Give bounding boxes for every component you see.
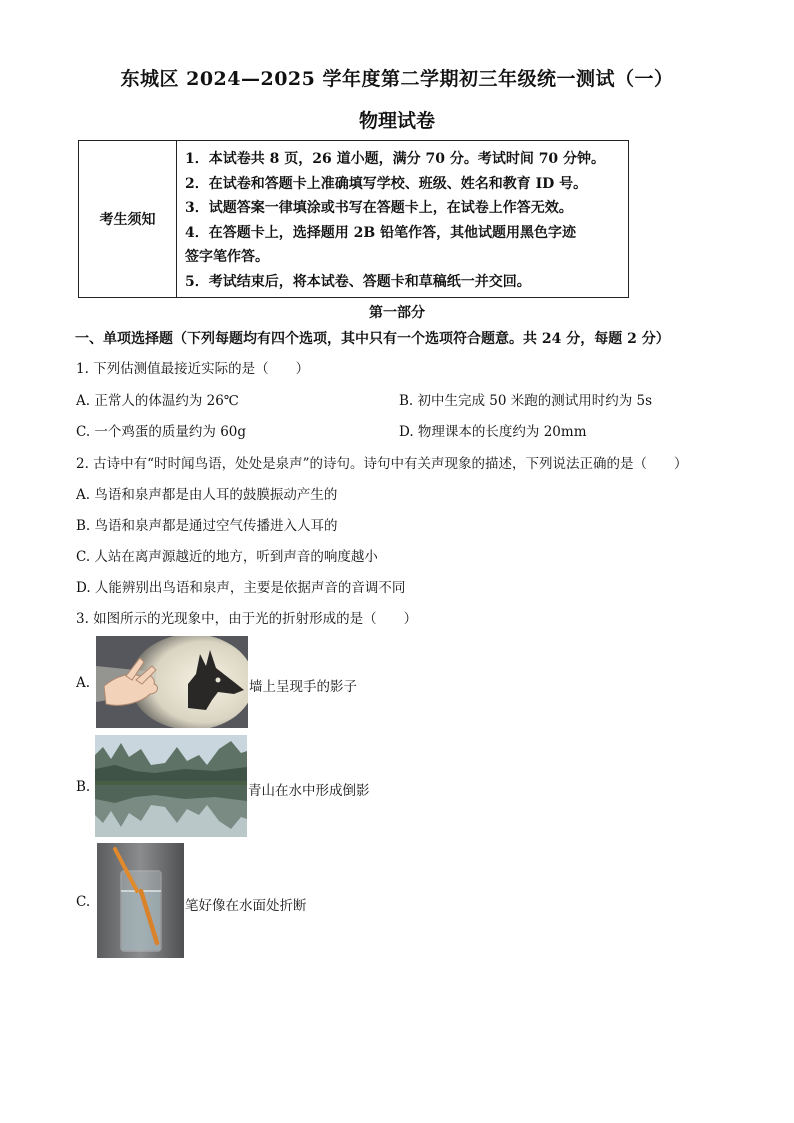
question-2-stem: 2. 古诗中有“时时闻鸟语，处处是泉声”的诗句。诗句中有关声现象的描述，下列说法正确的是（ ）: [76, 456, 688, 472]
question-3-option-b-caption: 青山在水中形成倒影: [248, 783, 370, 799]
question-1-option-d: D. 物理课本的长度约为 20mm: [399, 424, 587, 440]
part-title: 第一部分: [369, 305, 425, 321]
exam-title: 东城区 2024—2025 学年度第二学期初三年级统一测试（一）: [120, 68, 674, 90]
hand-shadow-image: [96, 636, 248, 728]
notice-line: 签字笔作答。: [185, 249, 269, 265]
question-2-option-b: B. 鸟语和泉声都是通过空气传播进入人耳的: [76, 518, 338, 534]
question-3-option-b-letter: B.: [76, 779, 91, 795]
question-1-option-c: C. 一个鸡蛋的质量约为 60g: [76, 424, 247, 440]
notice-line: 4．在答题卡上，选择题用 2B 铅笔作答，其他试题用黑色字迹: [185, 224, 577, 241]
notice-line: 3．试题答案一律填涂或书写在答题卡上，在试卷上作答无效。: [185, 200, 573, 216]
question-1-option-b: B. 初中生完成 50 米跑的测试用时约为 5s: [399, 393, 653, 409]
exam-subtitle: 物理试卷: [358, 110, 435, 132]
notice-table: [78, 140, 629, 298]
question-2-option-a: A. 鸟语和泉声都是由人耳的鼓膜振动产生的: [76, 487, 338, 503]
question-3-stem: 3. 如图所示的光现象中，由于光的折射形成的是（ ）: [76, 611, 418, 627]
question-3-option-a-caption: 墙上呈现手的影子: [249, 679, 357, 695]
pencil-in-water-image: [97, 843, 184, 958]
question-1-option-a: A. 正常人的体温约为 26℃: [76, 393, 239, 409]
question-1-stem: 1. 下列估测值最接近实际的是（ ）: [76, 361, 310, 377]
notice-line: 5．考试结束后，将本试卷、答题卡和草稿纸一并交回。: [185, 273, 531, 290]
notice-line: 1．本试卷共 8 页，26 道小题，满分 70 分。考试时间 70 分钟。: [185, 151, 606, 167]
question-3-option-c-letter: C.: [76, 894, 91, 910]
question-2-option-d: D. 人能辨别出鸟语和泉声，主要是依据声音的音调不同: [76, 580, 406, 596]
notice-body: [177, 141, 628, 297]
mountain-reflection-image: [95, 735, 247, 837]
notice-label: 考生须知: [79, 141, 177, 297]
notice-line: 2．在试卷和答题卡上准确填写学校、班级、姓名和教育 ID 号。: [185, 175, 588, 192]
question-3-option-c-caption: 笔好像在水面处折断: [185, 898, 307, 914]
question-3-option-a-letter: A.: [76, 675, 91, 691]
question-2-option-c: C. 人站在离声源越近的地方，听到声音的响度越小: [76, 549, 378, 565]
section-title: 一、单项选择题（下列每题均有四个选项，其中只有一个选项符合题意。共 24 分，每题 2 分）: [75, 331, 670, 347]
